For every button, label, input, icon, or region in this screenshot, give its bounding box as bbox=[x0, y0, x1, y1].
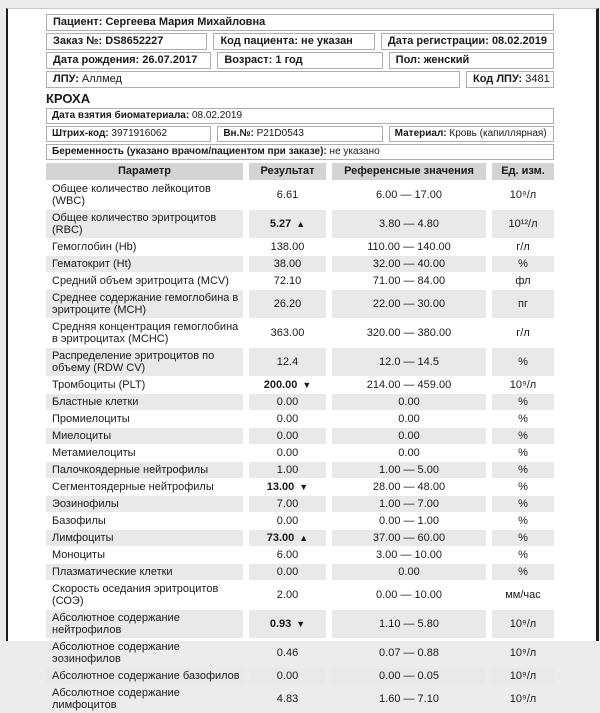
result-value: 0.00 bbox=[276, 515, 299, 527]
material-value: Кровь (капиллярная) bbox=[449, 128, 547, 139]
parameter-cell: Абсолютное содержание лимфоцитов bbox=[52, 687, 180, 711]
barcode-field bbox=[46, 126, 211, 142]
reference-cell: 1.60 — 7.10 bbox=[379, 693, 439, 705]
table-row bbox=[46, 181, 554, 209]
result-value: 12.4 bbox=[276, 356, 299, 368]
biomaterial-date-field bbox=[46, 108, 554, 124]
result-value: 5.27 bbox=[269, 218, 292, 230]
table-row bbox=[46, 581, 554, 609]
unit-cell: 10⁹/л bbox=[509, 693, 537, 705]
reference-cell: 6.00 — 17.00 bbox=[375, 189, 443, 201]
result-value: 6.00 bbox=[276, 549, 299, 561]
internal-number-field bbox=[217, 126, 382, 142]
unit-cell: % bbox=[492, 530, 554, 546]
patient-code-field bbox=[213, 33, 374, 50]
parameter-cell: Эозинофилы bbox=[46, 496, 243, 512]
birth-date-value: 26.07.2017 bbox=[142, 54, 198, 66]
unit-cell: % bbox=[492, 394, 554, 410]
result-cell bbox=[249, 256, 326, 272]
result-value: 4.83 bbox=[276, 693, 299, 705]
reference-cell: 0.00 — 1.00 bbox=[379, 515, 439, 527]
unit-cell: фл bbox=[515, 275, 531, 287]
table-row bbox=[46, 479, 554, 495]
column-header-reference: Референсные значения bbox=[332, 163, 486, 180]
result-cell bbox=[249, 496, 326, 512]
barcode-label: Штрих-код: bbox=[52, 128, 109, 139]
result-value: 1.00 bbox=[276, 464, 299, 476]
results-table bbox=[46, 163, 554, 713]
table-row bbox=[46, 348, 554, 376]
parameter-cell: Плазматические клетки bbox=[46, 564, 243, 580]
unit-cell: % bbox=[492, 462, 554, 478]
result-cell bbox=[249, 668, 326, 684]
result-cell bbox=[249, 513, 326, 529]
table-row bbox=[46, 428, 554, 444]
unit-cell: 10¹²/л bbox=[492, 210, 554, 238]
result-cell bbox=[249, 210, 326, 238]
reference-cell: 3.00 — 10.00 bbox=[375, 549, 443, 561]
registration-date-value: 08.02.2019 bbox=[491, 35, 547, 47]
lpu-field bbox=[46, 71, 460, 88]
parameter-cell: Миелоциты bbox=[46, 428, 243, 444]
patient-field bbox=[46, 14, 554, 31]
result-cell bbox=[249, 639, 326, 667]
unit-cell: % bbox=[492, 496, 554, 512]
unit-cell: % bbox=[518, 447, 528, 459]
parameter-cell: Гемоглобин (Hb) bbox=[52, 241, 137, 253]
age-label: Возраст: bbox=[224, 54, 273, 66]
reference-cell: 320.00 — 380.00 bbox=[366, 327, 452, 339]
reference-cell: 0.00 bbox=[398, 447, 420, 459]
table-row bbox=[46, 513, 554, 529]
order-number-field bbox=[46, 33, 207, 50]
parameter-cell: Бластные клетки bbox=[46, 394, 243, 410]
reference-cell: 37.00 — 60.00 bbox=[332, 530, 486, 546]
parameter-cell: Промиелоциты bbox=[52, 413, 130, 425]
unit-cell: г/л bbox=[516, 327, 530, 339]
unit-cell: % bbox=[518, 549, 528, 561]
result-cell bbox=[249, 445, 326, 461]
unit-cell: г/л bbox=[516, 241, 530, 253]
parameter-cell: Абсолютное содержание базофилов bbox=[46, 668, 243, 684]
result-value: 38.00 bbox=[273, 258, 302, 270]
order-number-value: DS8652227 bbox=[105, 35, 164, 47]
unit-cell: 10⁹/л bbox=[509, 379, 537, 391]
unit-cell: 10⁹/л bbox=[509, 647, 537, 659]
parameter-cell: Среднее содержание гемоглобина в эритроците (MCH) bbox=[46, 290, 243, 318]
column-header-parameter: Параметр bbox=[46, 163, 243, 180]
unit-cell: 10⁹/л bbox=[509, 189, 537, 201]
reference-cell: 1.10 — 5.80 bbox=[332, 610, 486, 638]
biomaterial-date-value: 08.02.2019 bbox=[191, 110, 243, 121]
reference-cell: 3.80 — 4.80 bbox=[332, 210, 486, 238]
parameter-cell: Общее количество лейкоцитов (WBC) bbox=[52, 183, 211, 207]
result-cell bbox=[249, 610, 326, 638]
result-value: 0.00 bbox=[276, 566, 299, 578]
result-value: 7.00 bbox=[276, 498, 299, 510]
result-cell bbox=[249, 239, 326, 255]
patient-code-label: Код пациента: bbox=[220, 35, 298, 47]
parameter-cell: Тромбоциты (PLT) bbox=[52, 379, 146, 391]
parameter-cell: Скорость оседания эритроцитов (СОЭ) bbox=[52, 583, 219, 607]
result-value: 0.00 bbox=[276, 396, 299, 408]
parameter-cell: Абсолютное содержание эозинофилов bbox=[52, 641, 180, 665]
parameter-cell: Лимфоциты bbox=[46, 530, 243, 546]
parameter-cell: Палочкоядерные нейтрофилы bbox=[46, 462, 243, 478]
unit-cell: 10⁹/л bbox=[492, 668, 554, 684]
result-cell bbox=[249, 479, 326, 495]
reference-cell: 1.00 — 7.00 bbox=[332, 496, 486, 512]
reference-cell: 0.00 bbox=[332, 564, 486, 580]
material-field bbox=[389, 126, 554, 142]
age-field bbox=[217, 52, 382, 69]
table-row bbox=[46, 256, 554, 272]
reference-cell: 0.07 — 0.88 bbox=[379, 647, 439, 659]
birth-date-label: Дата рождения: bbox=[53, 54, 140, 66]
parameter-cell: Средняя концентрация гемоглобина в эритроцитах (MCHC) bbox=[52, 321, 239, 345]
table-row bbox=[46, 210, 554, 238]
patient-code-value: не указан bbox=[301, 35, 353, 47]
result-value: 0.00 bbox=[276, 670, 299, 682]
low-flag-icon: ▼ bbox=[299, 482, 309, 492]
internal-number-label: Вн.№: bbox=[223, 128, 254, 139]
unit-cell: пг bbox=[492, 290, 554, 318]
result-value: 0.46 bbox=[276, 647, 299, 659]
table-row bbox=[46, 319, 554, 347]
result-cell bbox=[249, 547, 326, 563]
parameter-cell: Средний объем эритроцита (MCV) bbox=[52, 275, 229, 287]
high-flag-icon: ▲ bbox=[296, 219, 306, 229]
page-content bbox=[8, 9, 596, 713]
result-value: 0.93 bbox=[269, 618, 292, 630]
reference-cell: 0.00 — 0.05 bbox=[332, 668, 486, 684]
patient-value: Сергеева Мария Михайловна bbox=[105, 16, 266, 28]
table-row bbox=[46, 496, 554, 512]
reference-cell: 12.0 — 14.5 bbox=[332, 348, 486, 376]
material-label: Материал: bbox=[394, 128, 447, 139]
table-row bbox=[46, 610, 554, 638]
table-row bbox=[46, 290, 554, 318]
parameter-cell: Базофилы bbox=[52, 515, 106, 527]
result-value: 363.00 bbox=[270, 327, 305, 339]
registration-date-field bbox=[381, 33, 554, 50]
result-cell bbox=[249, 290, 326, 318]
table-row bbox=[46, 273, 554, 289]
unit-cell: % bbox=[518, 515, 528, 527]
reference-cell: 110.00 — 140.00 bbox=[367, 241, 451, 253]
result-value: 6.61 bbox=[276, 189, 299, 201]
sex-label: Пол: bbox=[395, 54, 421, 66]
reference-cell: 28.00 — 48.00 bbox=[372, 481, 446, 493]
low-flag-icon: ▼ bbox=[302, 380, 312, 390]
barcode-value: 3971916062 bbox=[111, 128, 168, 139]
parameter-cell: Абсолютное содержание нейтрофилов bbox=[46, 610, 243, 638]
result-cell bbox=[249, 348, 326, 376]
panel-title: КРОХА bbox=[46, 91, 91, 106]
table-row bbox=[46, 564, 554, 580]
patient-label: Пациент: bbox=[53, 16, 103, 28]
reference-cell: 71.00 — 84.00 bbox=[372, 275, 446, 287]
age-value: 1 год bbox=[275, 54, 303, 66]
birth-date-field bbox=[46, 52, 211, 69]
result-cell bbox=[249, 181, 326, 209]
pregnancy-value: не указано bbox=[329, 146, 380, 157]
parameter-cell: Метамиелоциты bbox=[52, 447, 136, 459]
result-value: 2.00 bbox=[276, 589, 299, 601]
parameter-cell: Распределение эритроцитов по объему (RDW CV) bbox=[46, 348, 243, 376]
lpu-label: ЛПУ: bbox=[53, 73, 79, 85]
parameter-cell: Гематокрит (Ht) bbox=[46, 256, 243, 272]
table-row bbox=[46, 668, 554, 684]
table-row bbox=[46, 547, 554, 563]
lpu-value: Аллмед bbox=[81, 73, 122, 85]
result-cell bbox=[249, 377, 326, 393]
result-value: 138.00 bbox=[270, 241, 305, 253]
result-value: 0.00 bbox=[276, 447, 299, 459]
result-cell bbox=[249, 411, 326, 427]
result-cell bbox=[249, 685, 326, 713]
table-row bbox=[46, 411, 554, 427]
result-cell bbox=[249, 530, 326, 546]
table-row bbox=[46, 530, 554, 546]
result-value: 72.10 bbox=[273, 275, 302, 287]
parameter-cell: Сегментоядерные нейтрофилы bbox=[52, 481, 214, 493]
reference-cell: 214.00 — 459.00 bbox=[366, 379, 452, 391]
unit-cell: % bbox=[492, 564, 554, 580]
unit-cell: 10⁹/л bbox=[492, 610, 554, 638]
sex-value: женский bbox=[423, 54, 470, 66]
result-value: 200.00 bbox=[263, 379, 298, 391]
result-cell bbox=[249, 394, 326, 410]
result-cell bbox=[249, 564, 326, 580]
lpu-code-label: Код ЛПУ: bbox=[473, 73, 523, 85]
result-value: 13.00 bbox=[266, 481, 295, 493]
unit-cell: % bbox=[518, 481, 528, 493]
unit-cell: % bbox=[518, 413, 528, 425]
order-number-label: Заказ №: bbox=[53, 35, 103, 47]
low-flag-icon: ▼ bbox=[296, 619, 306, 629]
unit-cell: мм/час bbox=[505, 589, 541, 601]
result-cell bbox=[249, 319, 326, 347]
biomaterial-date-label: Дата взятия биоматериала: bbox=[52, 110, 190, 121]
column-header-unit: Ед. изм. bbox=[492, 163, 554, 180]
registration-date-label: Дата регистрации: bbox=[387, 35, 489, 47]
reference-cell: 32.00 — 40.00 bbox=[332, 256, 486, 272]
reference-cell: 1.00 — 5.00 bbox=[332, 462, 486, 478]
lpu-code-field bbox=[466, 71, 554, 88]
unit-cell: % bbox=[492, 348, 554, 376]
table-row bbox=[46, 445, 554, 461]
results-table-header bbox=[46, 163, 554, 180]
reference-cell: 0.00 bbox=[398, 413, 420, 425]
internal-number-value: P21D0543 bbox=[256, 128, 304, 139]
table-row bbox=[46, 639, 554, 667]
parameter-cell: Общее количество эритроцитов (RBC) bbox=[46, 210, 243, 238]
pregnancy-label: Беременность (указано врачом/пациентом при заказе): bbox=[52, 146, 327, 157]
reference-cell: 0.00 bbox=[332, 428, 486, 444]
unit-cell: % bbox=[492, 256, 554, 272]
result-cell bbox=[249, 273, 326, 289]
sex-field bbox=[389, 52, 554, 69]
table-row bbox=[46, 462, 554, 478]
document-page bbox=[6, 8, 599, 711]
result-value: 73.00 bbox=[266, 532, 295, 544]
result-cell bbox=[249, 462, 326, 478]
results-rows bbox=[46, 181, 554, 713]
column-header-result: Результат bbox=[249, 163, 326, 180]
table-row bbox=[46, 377, 554, 393]
pregnancy-field bbox=[46, 144, 554, 160]
reference-cell: 0.00 bbox=[332, 394, 486, 410]
parameter-cell: Моноциты bbox=[52, 549, 105, 561]
result-value: 26.20 bbox=[273, 298, 302, 310]
table-row bbox=[46, 239, 554, 255]
high-flag-icon: ▲ bbox=[299, 533, 309, 543]
lpu-code-value: 3481 bbox=[525, 73, 550, 85]
unit-cell: % bbox=[492, 428, 554, 444]
result-value: 0.00 bbox=[276, 413, 299, 425]
result-cell bbox=[249, 428, 326, 444]
reference-cell: 22.00 — 30.00 bbox=[332, 290, 486, 318]
table-row bbox=[46, 394, 554, 410]
result-cell bbox=[249, 581, 326, 609]
result-value: 0.00 bbox=[276, 430, 299, 442]
table-row bbox=[46, 685, 554, 713]
reference-cell: 0.00 — 10.00 bbox=[375, 589, 443, 601]
